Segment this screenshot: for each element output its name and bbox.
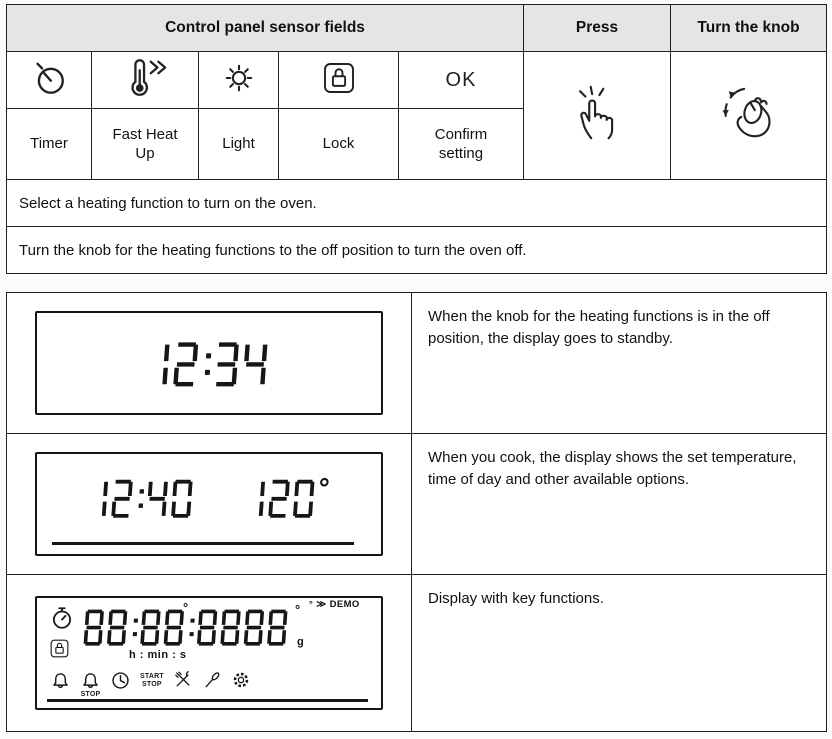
field-label-confirm-setting: Confirm setting bbox=[399, 109, 524, 180]
display-cell bbox=[7, 293, 412, 434]
display-status-icons bbox=[50, 670, 251, 699]
bell-stop-icon bbox=[80, 670, 101, 699]
gram-mark: g bbox=[297, 636, 304, 648]
display-time bbox=[86, 476, 199, 520]
sensor-fields-table bbox=[6, 4, 827, 274]
lock-icon bbox=[279, 52, 399, 109]
display-table bbox=[6, 292, 827, 732]
bell-icon bbox=[50, 670, 71, 691]
start-stop-label: START STOP bbox=[140, 673, 164, 689]
degree-mark: ° bbox=[183, 600, 189, 615]
units-label: h : min : s bbox=[129, 649, 187, 661]
press-hand-icon bbox=[524, 52, 671, 180]
oven-display-cooking bbox=[35, 452, 383, 556]
cutlery-icon bbox=[173, 670, 193, 690]
field-label-timer: Timer bbox=[7, 109, 92, 180]
display-underline bbox=[52, 542, 354, 545]
display-digits bbox=[83, 606, 294, 647]
display-cell bbox=[7, 434, 412, 575]
note-row bbox=[7, 180, 827, 227]
row-description: When the knob for the heating functions is in the off position, the display goes to standby. bbox=[412, 293, 827, 434]
degree-mark: ° bbox=[295, 602, 301, 617]
timer-icon bbox=[7, 52, 92, 109]
fast-heat-up-icon bbox=[92, 52, 199, 109]
row-description: When you cook, the display shows the set temperature, time of day and other available options. bbox=[412, 434, 827, 575]
note-row bbox=[7, 227, 827, 274]
field-label-fast-heat-up: Fast Heat Up bbox=[92, 109, 199, 180]
display-temperature bbox=[243, 476, 332, 520]
press-header: Press bbox=[524, 5, 671, 52]
table-row bbox=[7, 293, 827, 434]
oven-display-standby bbox=[35, 311, 383, 415]
oven-display-key-functions bbox=[35, 596, 383, 710]
note-turn-off: Turn the knob for the heating functions to the off position to turn the oven off. bbox=[7, 227, 827, 274]
turn-knob-header: Turn the knob bbox=[671, 5, 827, 52]
gear-icon bbox=[231, 670, 251, 690]
clock-icon bbox=[110, 670, 131, 691]
stopwatch-icon bbox=[49, 605, 75, 631]
table-row bbox=[7, 575, 827, 732]
note-select-function: Select a heating function to turn on the oven. bbox=[7, 180, 827, 227]
sensor-fields-header: Control panel sensor fields bbox=[7, 5, 524, 52]
turn-knob-hand-icon bbox=[671, 52, 827, 180]
bell-stop-label: STOP bbox=[80, 691, 101, 698]
light-icon bbox=[199, 52, 279, 109]
brush-icon bbox=[202, 670, 222, 690]
display-cell bbox=[7, 575, 412, 732]
ok-label: OK bbox=[399, 52, 524, 109]
demo-label: ° ≫ DEMO bbox=[309, 599, 360, 610]
header-row bbox=[7, 5, 827, 52]
display-underline bbox=[47, 699, 368, 702]
table-row bbox=[7, 434, 827, 575]
icons-row bbox=[7, 52, 827, 109]
field-label-light: Light bbox=[199, 109, 279, 180]
field-label-lock: Lock bbox=[279, 109, 399, 180]
lock-icon bbox=[47, 636, 72, 661]
display-time bbox=[144, 338, 275, 389]
row-description: Display with key functions. bbox=[412, 575, 827, 732]
